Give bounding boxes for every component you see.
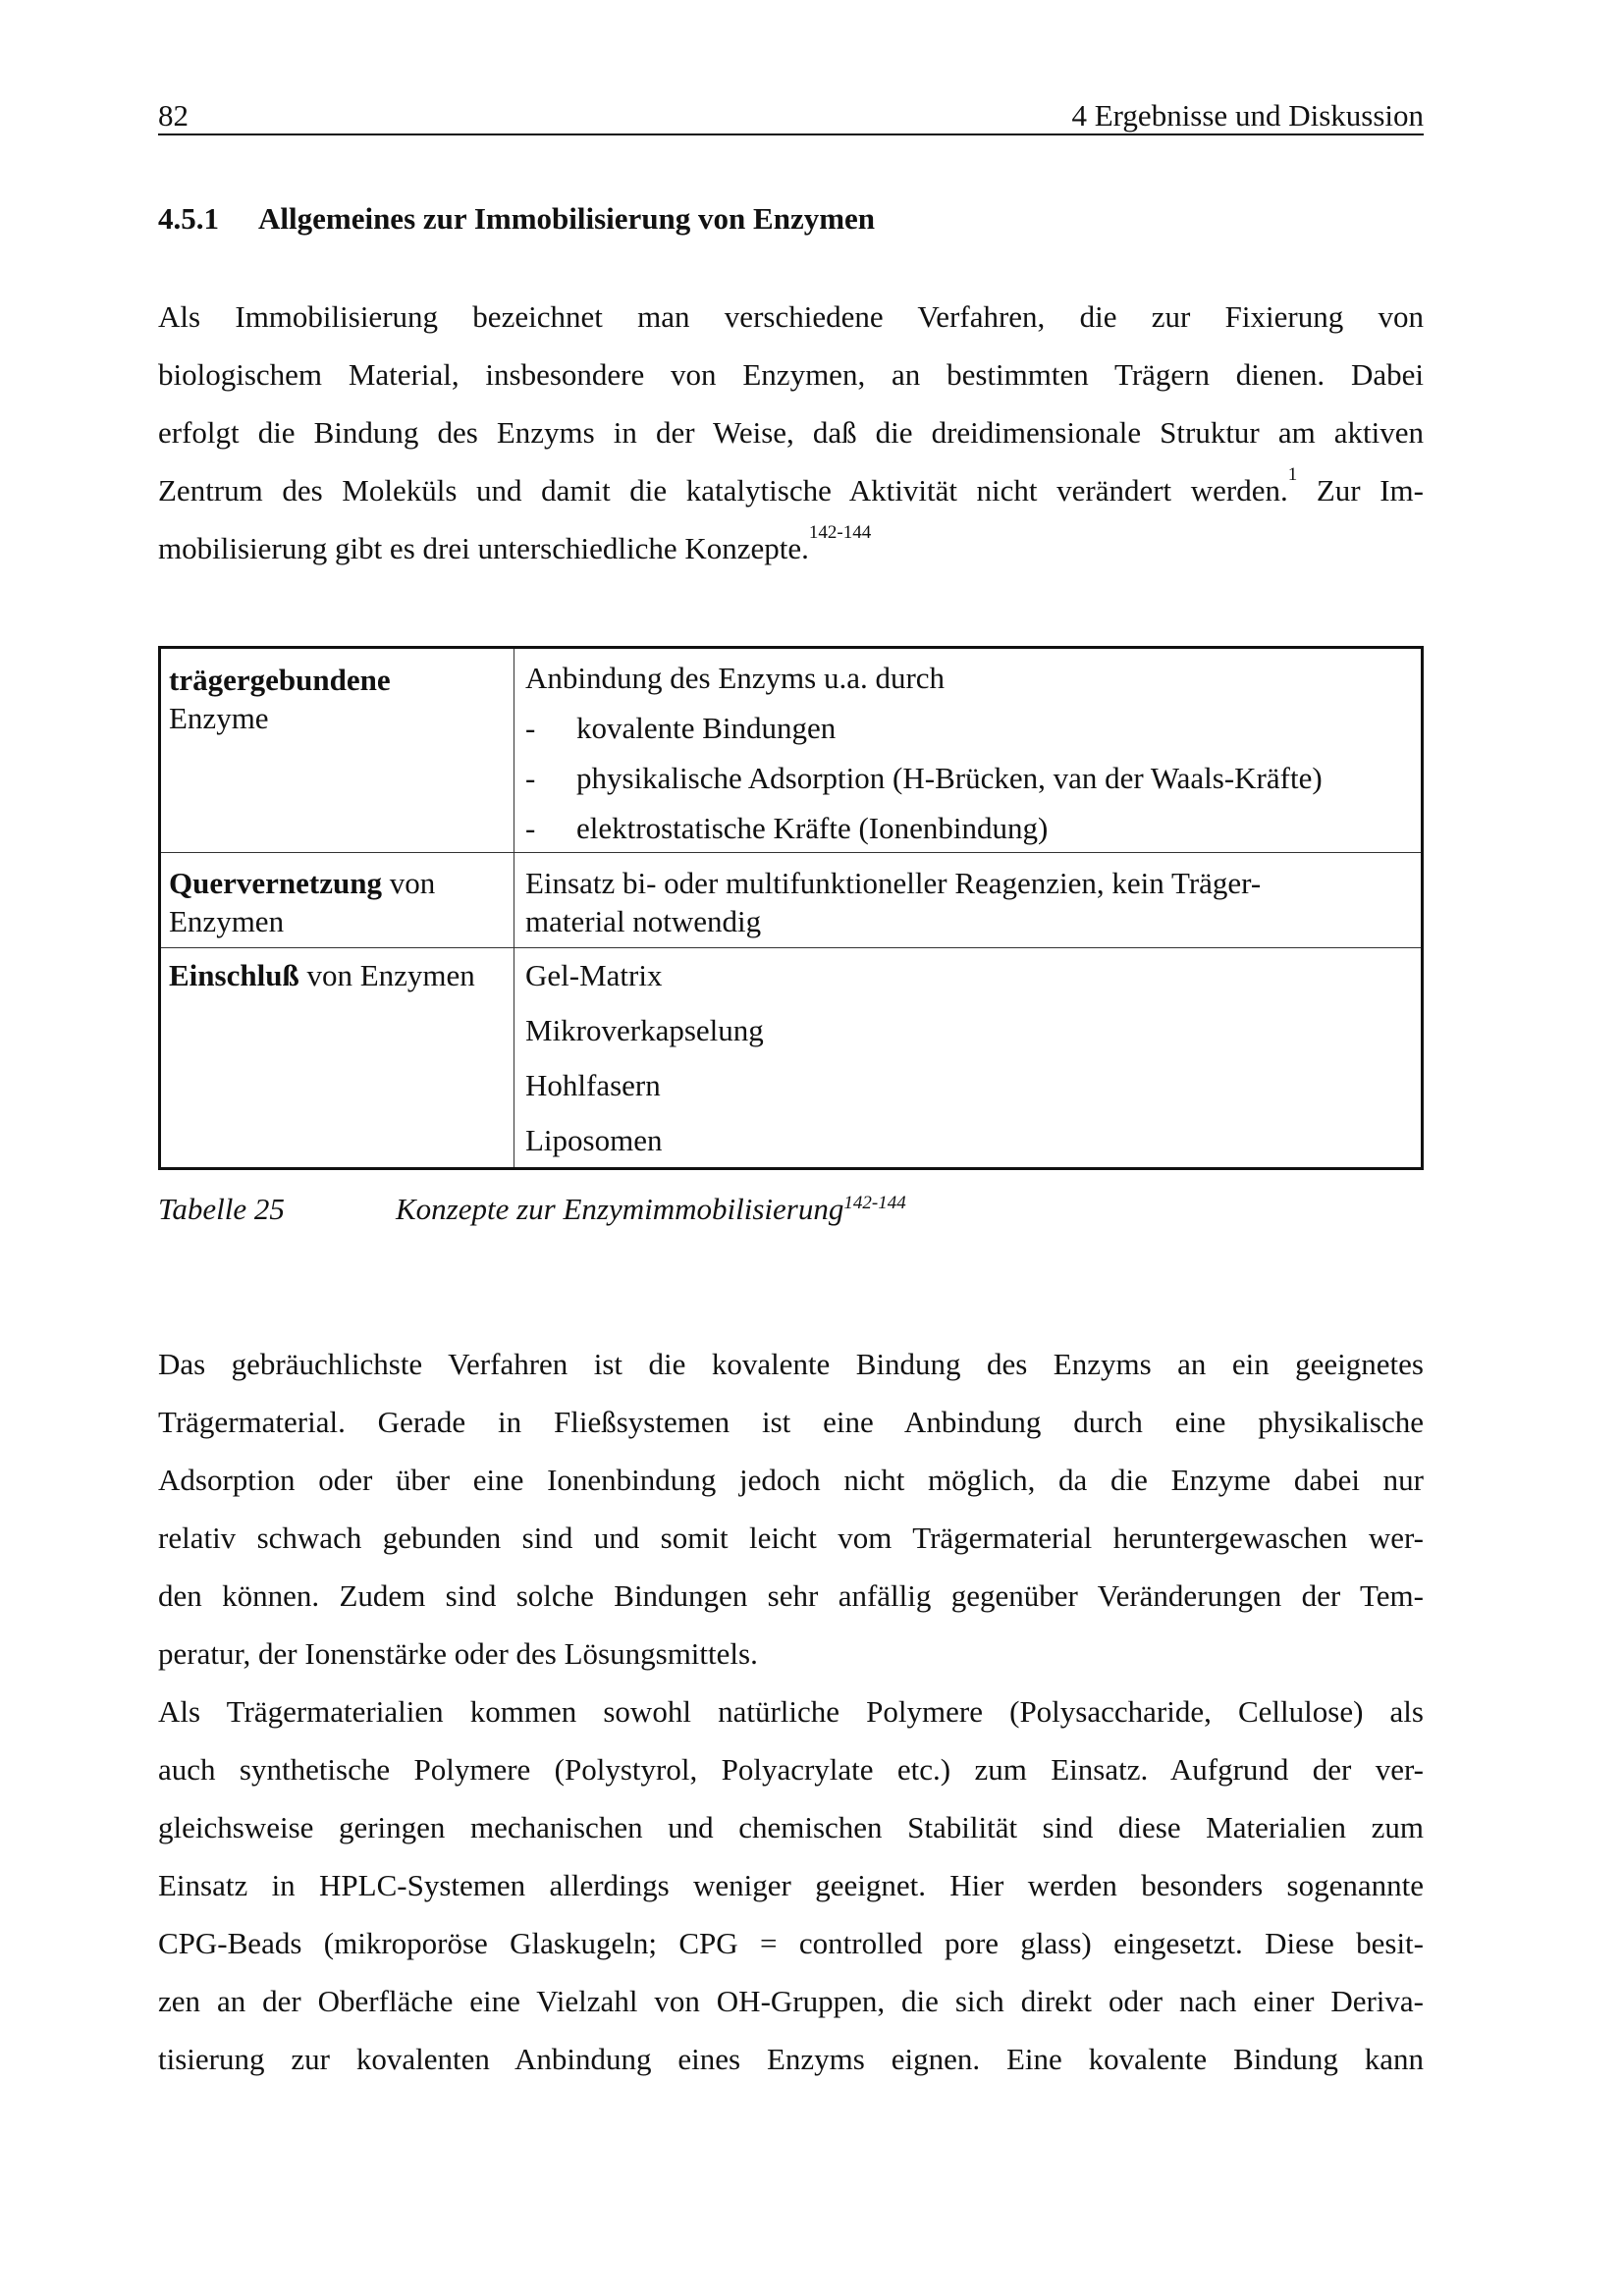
list-item-text: physikalische Adsorption (H-Brücken, van der Waals-Kräfte): [576, 761, 1323, 795]
text-line: Das gebräuchlichste Verfahren ist die kovalente Bindung des Enzyms an ein geeignetes: [158, 1347, 1424, 1381]
list-item-text: elektrostatische Kräfte (Ionenbindung): [576, 811, 1049, 845]
text-line: Als Immobilisierung bezeichnet man verschiedene Verfahren, die zur Fixierung von: [158, 299, 1424, 334]
concept-suffix: Enzyme: [169, 701, 269, 735]
paragraph-intro: [158, 288, 1424, 577]
text-line: auch synthetische Polymere (Polystyrol, Polyacrylate etc.) zum Einsatz. Aufgrund der ver-: [158, 1752, 1424, 1787]
description-line: material notwendig: [525, 904, 762, 938]
concept-suffix: von: [381, 866, 436, 900]
description-line: Hohlfasern: [525, 1068, 661, 1102]
text-line: Als Trägermaterialien kommen sowohl natürliche Polymere (Polysaccharide, Cellulose) als: [158, 1694, 1424, 1729]
concept-name: trägergebundene: [169, 663, 391, 697]
table-cell-concept: [161, 649, 514, 852]
text-line: den können. Zudem sind solche Bindungen sehr anfällig gegenüber Veränderungen der Tem-: [158, 1578, 1424, 1613]
concept-suffix: von Enzymen: [298, 958, 475, 992]
paragraph-body: [158, 1335, 1424, 2088]
list-item: [525, 803, 1421, 853]
table-cell-concept: [161, 853, 514, 947]
text-line: peratur, der Ionenstärke oder des Lösungsmittels.: [158, 1636, 758, 1671]
section-number: 4.5.1: [158, 201, 219, 236]
list-item: [525, 753, 1421, 803]
footnote-ref: 1: [1287, 464, 1298, 485]
text-line: relativ schwach gebunden sind und somit leicht vom Trägermaterial heruntergewaschen wer-: [158, 1521, 1424, 1555]
description-line: Liposomen: [525, 1123, 663, 1157]
table-cell-description: [515, 948, 1421, 1167]
table-row: [161, 853, 1421, 948]
text-line: CPG-Beads (mikroporöse Glaskugeln; CPG = controlled pore glass) eingesetzt. Diese besit-: [158, 1926, 1424, 1960]
bullet-dash: -: [525, 761, 536, 795]
list-item-text: kovalente Bindungen: [576, 711, 837, 745]
table-cell-concept: [161, 948, 514, 1167]
table-row: [161, 649, 1421, 853]
description-line: Gel-Matrix: [525, 958, 663, 992]
description-intro: Anbindung des Enzyms u.a. durch: [525, 661, 946, 695]
text-line: tisierung zur kovalenten Anbindung eines Enzyms eignen. Eine kovalente Bindung kann: [158, 2042, 1424, 2076]
footnote-ref: 142-144: [808, 522, 872, 543]
description-line: Einsatz bi- oder multifunktioneller Reagenzien, kein Träger-: [525, 866, 1262, 900]
chapter-title: 4 Ergebnisse und Diskussion: [1071, 98, 1424, 133]
text-line: [158, 519, 1424, 577]
section-heading: [158, 201, 875, 237]
text-line: zen an der Oberfläche eine Vielzahl von OH-Gruppen, die sich direkt oder nach einer Deriva-: [158, 1984, 1424, 2018]
text-segment: mobilisierung gibt es drei unterschiedliche Konzepte.: [158, 531, 809, 565]
section-title: Allgemeines zur Immobilisierung von Enzymen: [258, 201, 876, 236]
page-number: 82: [158, 98, 189, 133]
footnote-ref: 142-144: [843, 1193, 906, 1213]
caption-text: Konzepte zur Enzymimmobilisierung: [396, 1192, 844, 1226]
concepts-table: [158, 646, 1424, 1170]
table-cell-description: [515, 853, 1421, 947]
concept-name: Einschluß: [169, 958, 299, 992]
description-line: Mikroverkapselung: [525, 1013, 764, 1047]
text-line: erfolgt die Bindung des Enzyms in der Weise, daß die dreidimensionale Struktur am aktiven: [158, 415, 1424, 450]
list-item: [525, 703, 1421, 753]
bullet-dash: -: [525, 811, 536, 845]
caption-label: Tabelle 25: [158, 1192, 285, 1226]
table-caption: [158, 1190, 906, 1229]
table-cell-description: [515, 649, 1421, 852]
text-segment: Zur Im-: [1297, 473, 1424, 507]
text-line: gleichsweise geringen mechanischen und chemischen Stabilität sind diese Materialien zum: [158, 1810, 1424, 1844]
bullet-dash: -: [525, 711, 536, 745]
text-line: Adsorption oder über eine Ionenbindung jedoch nicht möglich, da die Enzyme dabei nur: [158, 1463, 1424, 1497]
concept-suffix: Enzymen: [169, 904, 285, 938]
page-header: [158, 98, 1424, 135]
concept-name: Quervernetzung: [169, 866, 382, 900]
text-line: [158, 461, 1424, 519]
text-line: biologischem Material, insbesondere von Enzymen, an bestimmten Trägern dienen. Dabei: [158, 357, 1424, 392]
text-segment: Zentrum des Moleküls und damit die katalytische Aktivität nicht verändert werden.: [158, 473, 1288, 507]
text-line: Einsatz in HPLC-Systemen allerdings weniger geeignet. Hier werden besonders sogenannte: [158, 1868, 1424, 1902]
table-row: [161, 948, 1421, 1167]
text-line: Trägermaterial. Gerade in Fließsystemen ist eine Anbindung durch eine physikalische: [158, 1405, 1424, 1439]
